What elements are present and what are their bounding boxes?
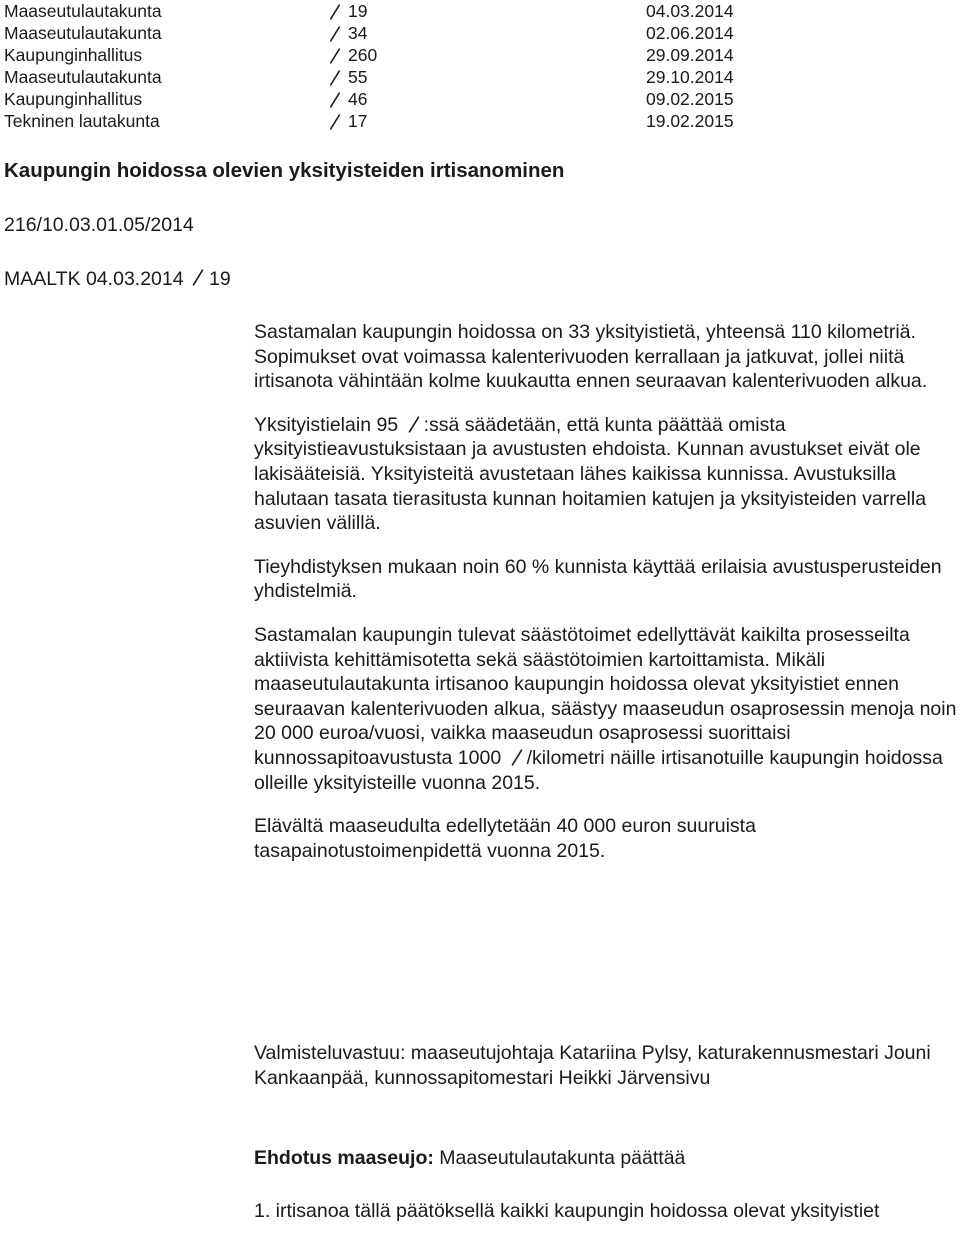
section-symbol-icon <box>326 2 344 22</box>
paragraph-2-start: Yksityistielain 95 <box>254 413 399 436</box>
proposal-items <box>254 1199 960 1224</box>
history-number: 17 <box>348 111 368 131</box>
history-number: 55 <box>348 67 368 87</box>
meeting-reference-number: 19 <box>209 268 231 290</box>
history-date: 02.06.2014 <box>646 23 734 43</box>
history-row <box>4 44 764 66</box>
diary-number: 216/10.03.01.05/2014 <box>4 214 194 236</box>
paragraph-4 <box>254 623 960 795</box>
paragraph-3: Tieyhdistyksen mukaan noin 60 % kunnista käyttää erilaisia avustusperusteiden yhdistelmiä. <box>254 555 942 603</box>
prepared-by <box>254 1041 960 1090</box>
history-number: 34 <box>348 23 368 43</box>
history-date: 29.10.2014 <box>646 67 734 87</box>
history-org: Maaseutulautakunta <box>4 67 162 87</box>
section-symbol-icon <box>326 46 344 66</box>
proposal-heading <box>254 1146 960 1171</box>
history-row <box>4 0 764 22</box>
paragraph-4-start: Sastamalan kaupungin tulevat säästötoimet edellyttävät kaikilta prosesseilta aktiivista kehittämisotetta sekä säästötoimien kartoittamista. Mikäli maaseutulautakunta irtisanoo kaupungin hoidossa olevat yksityistiet ennen seuraavan kalenterivuoden alkua, säästyy maaseudun osaprosessin menoja noin 20 000 euroa/vuosi, vaikka maaseudun osaprosessi suorittaisi kunnossapitoavustusta 1000 <box>254 623 957 769</box>
paragraph-5: Elävältä maaseudulta edellytetään 40 000 euron suuruista tasapainotustoimenpidettä vuonna 2015. <box>254 815 756 862</box>
history-row <box>4 110 764 132</box>
history-number: 46 <box>348 89 368 109</box>
history-row <box>4 66 764 88</box>
section-symbol-icon <box>189 267 207 288</box>
paragraph-4-rest: /kilometri näille irtisanotuille kaupungin hoidossa olleille yksityisteille vuonna 2015. <box>254 746 943 794</box>
paragraph-1: Sastamalan kaupungin hoidossa on 33 yksityistietä, yhteensä 110 kilometriä. Sopimukset ovat voimassa kalenterivuoden kerrallaan ja jatkuvat, jollei niitä irtisanota vähintään kolme kuukautta ennen seuraavan kalenterivuoden alkua. <box>254 321 928 393</box>
history-org: Maaseutulautakunta <box>4 1 162 21</box>
history-date: 19.02.2015 <box>646 111 734 131</box>
prepared-by-text: Valmisteluvastuu: maaseutujohtaja Katariina Pylsy, katurakennusmestari Jouni Kankaanpää, kunnossapitomestari Heikki Järvensivu <box>254 1042 931 1089</box>
history-date: 29.09.2014 <box>646 45 734 65</box>
body-text <box>254 320 960 863</box>
paragraph-2-rest: :ssä säädetään, että kunta päättää omista yksityistieavustuksistaan ja avustusten ehdoista. Kunnan avustukset eivät ole lakisääteisiä. Yksityisteitä avustetaan lähes kaikissa kunnissa. Avustuksilla halutaan tasata tierasitusta kunnan hoitamien katujen ja yksityisteiden varrella asuvien välillä. <box>254 413 927 535</box>
history-number: 19 <box>348 1 368 21</box>
section-symbol-icon <box>326 24 344 44</box>
history-date: 04.03.2014 <box>646 1 734 21</box>
document-title: Kaupungin hoidossa olevien yksityisteiden irtisanominen <box>4 159 565 182</box>
history-number: 260 <box>348 45 378 65</box>
proposal-item-1: 1. irtisanoa tällä päätöksellä kaikki kaupungin hoidossa olevat yksityistiet <box>254 1200 880 1222</box>
history-org: Kaupunginhallitus <box>4 89 143 109</box>
section-symbol-icon <box>405 414 423 435</box>
meeting-reference <box>4 266 231 292</box>
history-date: 09.02.2015 <box>646 89 734 109</box>
history-row <box>4 88 764 110</box>
section-symbol-icon <box>326 90 344 110</box>
proposal-text: Maaseutulautakunta päättää <box>433 1147 686 1169</box>
paragraph-2 <box>254 413 960 536</box>
history-org: Tekninen lautakunta <box>4 111 160 131</box>
history-row <box>4 22 764 44</box>
proposal <box>254 1146 960 1171</box>
history-org: Kaupunginhallitus <box>4 45 143 65</box>
section-symbol-icon <box>326 112 344 132</box>
section-symbol-icon <box>326 68 344 88</box>
euro-symbol-icon <box>508 747 526 768</box>
history-table <box>4 0 764 132</box>
proposal-label: Ehdotus maaseujo: <box>254 1147 434 1169</box>
history-org: Maaseutulautakunta <box>4 23 162 43</box>
meeting-reference-prefix: MAALTK 04.03.2014 <box>4 268 184 290</box>
